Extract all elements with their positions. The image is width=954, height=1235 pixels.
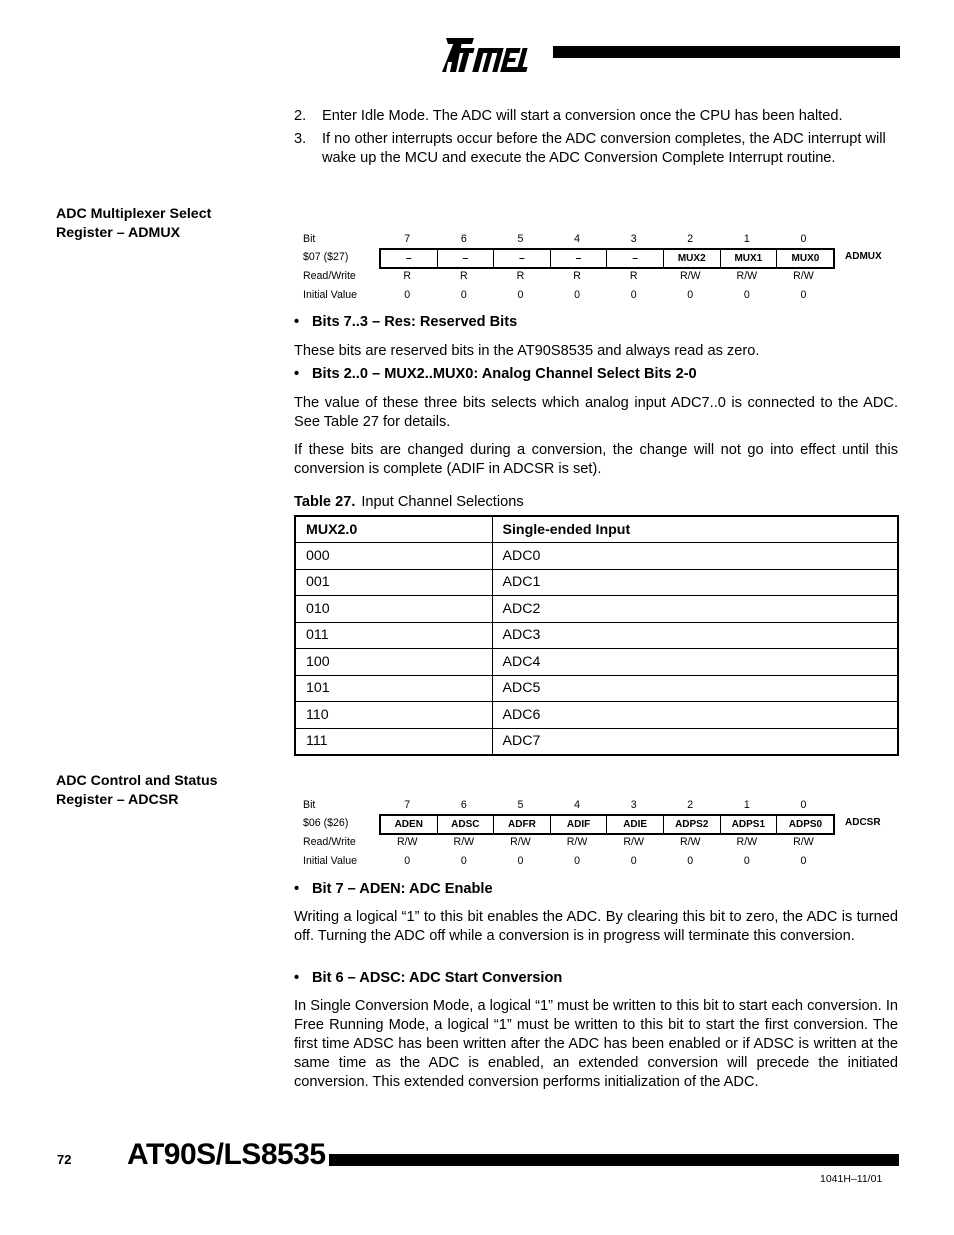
bit-number: 0 bbox=[800, 799, 807, 811]
table-row bbox=[295, 569, 898, 596]
bit-name: ADPS1 bbox=[721, 816, 778, 833]
bit-number: 5 bbox=[517, 799, 524, 811]
section-heading-adcsr bbox=[56, 772, 256, 810]
paragraph: If these bits are changed during a conversion, the change will not go into effect until this conversion is complete (ADIF in ADCSR is set). bbox=[294, 442, 898, 477]
bit-name: – bbox=[381, 250, 438, 267]
mux-value-cell: 111 bbox=[295, 728, 492, 755]
rw-access: R bbox=[460, 270, 468, 282]
table-row bbox=[295, 649, 898, 676]
initial-value: 0 bbox=[800, 289, 807, 301]
register-row bbox=[303, 796, 903, 815]
bullet-text: Bit 7 – ADEN: ADC Enable bbox=[312, 881, 493, 897]
bit-name: – bbox=[607, 250, 664, 267]
initial-value: 0 bbox=[800, 855, 807, 867]
column-header: MUX2.0 bbox=[295, 516, 492, 543]
bit-number: 7 bbox=[404, 233, 411, 245]
heading-line: Register – ADMUX bbox=[56, 225, 181, 241]
input-cell: ADC0 bbox=[492, 543, 898, 570]
numbered-list bbox=[294, 107, 898, 172]
register-row bbox=[303, 286, 903, 305]
register-row bbox=[303, 852, 903, 871]
heading-line: Register – ADCSR bbox=[56, 792, 179, 808]
mux-value-cell: 101 bbox=[295, 675, 492, 702]
bit-number: 1 bbox=[743, 233, 750, 245]
bit-name: ADPS2 bbox=[664, 816, 721, 833]
initial-value: 0 bbox=[574, 855, 580, 867]
bullet-text: Bits 7..3 – Res: Reserved Bits bbox=[312, 314, 518, 330]
rw-access: R/W bbox=[679, 270, 701, 282]
initial-value: 0 bbox=[687, 289, 694, 301]
initial-value: 0 bbox=[404, 855, 411, 867]
bit-name: ADFR bbox=[494, 816, 551, 833]
bit-number: 2 bbox=[687, 233, 694, 245]
paragraph: The value of these three bits selects which analog input ADC7..0 is connected to the ADC. See Table 27 for details. bbox=[294, 395, 898, 430]
mux-value-cell: 011 bbox=[295, 622, 492, 649]
bit-name: – bbox=[438, 250, 495, 267]
register-name: ADMUX bbox=[845, 251, 882, 262]
header-rule bbox=[553, 46, 900, 58]
bit-number: 3 bbox=[630, 233, 637, 245]
input-channel-table bbox=[294, 515, 899, 756]
bit-name: – bbox=[494, 250, 551, 267]
bit-name: – bbox=[551, 250, 608, 267]
bullet-heading: • Bits 2..0 – MUX2..MUX0: Analog Channel Select Bits 2-0 bbox=[294, 366, 697, 382]
bullet-heading: • Bit 7 – ADEN: ADC Enable bbox=[294, 881, 493, 897]
row-label: Initial Value bbox=[303, 855, 357, 867]
row-label: Bit bbox=[303, 799, 316, 811]
mux-value-cell: 001 bbox=[295, 569, 492, 596]
column-header: Single-ended Input bbox=[492, 516, 898, 543]
document-title: AT90S/LS8535 bbox=[127, 1138, 326, 1171]
bit-number: 7 bbox=[404, 799, 411, 811]
mux-value-cell: 110 bbox=[295, 702, 492, 729]
rw-access: R/W bbox=[736, 836, 758, 848]
list-text: If no other interrupts occur before the ADC conversion completes, the ADC interrupt will wake up the MCU and execute the ADC Conversion Complete Interrupt routine. bbox=[322, 131, 886, 166]
initial-value: 0 bbox=[630, 289, 637, 301]
page-number: 72 bbox=[57, 1152, 72, 1167]
initial-value: 0 bbox=[460, 289, 467, 301]
register-row bbox=[303, 833, 903, 852]
bit-number: 1 bbox=[743, 799, 750, 811]
row-label: Read/Write bbox=[303, 270, 356, 282]
rw-access: R bbox=[403, 270, 412, 282]
input-cell: ADC7 bbox=[492, 728, 898, 755]
initial-value: 0 bbox=[630, 855, 637, 867]
table-row bbox=[295, 675, 898, 702]
bit-name: ADEN bbox=[381, 816, 438, 833]
bit-name: MUX2 bbox=[664, 250, 721, 267]
bit-number: 0 bbox=[800, 233, 807, 245]
rw-access: R/W bbox=[793, 270, 814, 282]
section-heading-admux bbox=[56, 205, 256, 243]
bit-number: 6 bbox=[460, 233, 467, 245]
register-row bbox=[303, 814, 903, 833]
bullet-heading: • Bits 7..3 – Res: Reserved Bits bbox=[294, 314, 518, 330]
bit-name: ADIE bbox=[607, 816, 664, 833]
input-cell: ADC6 bbox=[492, 702, 898, 729]
bit-name: ADPS0 bbox=[788, 819, 823, 830]
list-text: Enter Idle Mode. The ADC will start a conversion once the CPU has been halted. bbox=[322, 108, 843, 124]
row-label: Bit bbox=[303, 233, 316, 245]
table-row bbox=[295, 622, 898, 649]
rw-access: R/W bbox=[510, 836, 531, 848]
initial-value: 0 bbox=[404, 289, 411, 301]
bit-number: 5 bbox=[517, 233, 524, 245]
initial-value: 0 bbox=[517, 855, 524, 867]
table-row bbox=[295, 702, 898, 729]
table-row bbox=[295, 596, 898, 623]
atmel-logo bbox=[440, 28, 540, 78]
input-cell: ADC3 bbox=[492, 622, 898, 649]
paragraph: Writing a logical “1” to this bit enables the ADC. By clearing this bit to zero, the ADC is turned off. Turning the ADC off while a conversion is in progress will terminate this conversion. bbox=[294, 909, 898, 944]
input-cell: ADC1 bbox=[492, 569, 898, 596]
rw-access: R/W bbox=[396, 836, 418, 848]
register-name: ADCSR bbox=[845, 817, 881, 828]
bit-name: MUX1 bbox=[721, 250, 778, 267]
bit-number: 4 bbox=[574, 233, 580, 245]
initial-value: 0 bbox=[460, 855, 467, 867]
mux-value-cell: 000 bbox=[295, 543, 492, 570]
register-row bbox=[303, 230, 903, 249]
rw-access: R/W bbox=[793, 836, 814, 848]
input-cell: ADC5 bbox=[492, 675, 898, 702]
bit-name: MUX0 bbox=[791, 253, 820, 264]
list-item bbox=[294, 130, 898, 168]
input-cell: ADC2 bbox=[492, 596, 898, 623]
list-item bbox=[294, 107, 898, 126]
rw-access: R/W bbox=[566, 836, 588, 848]
rw-access: R/W bbox=[679, 836, 701, 848]
table-header-row bbox=[295, 516, 898, 543]
register-row bbox=[303, 267, 903, 286]
register-row bbox=[303, 248, 903, 267]
list-number: 2. bbox=[294, 108, 307, 124]
initial-value: 0 bbox=[517, 289, 524, 301]
heading-line: ADC Multiplexer Select bbox=[56, 206, 212, 222]
footer-rule bbox=[329, 1154, 899, 1166]
initial-value: 0 bbox=[743, 855, 750, 867]
initial-value: 0 bbox=[687, 855, 694, 867]
rw-access: R/W bbox=[736, 270, 758, 282]
document-code: 1041H–11/01 bbox=[820, 1173, 883, 1185]
table-caption bbox=[294, 494, 524, 510]
rw-access: R/W bbox=[623, 836, 644, 848]
input-cell: ADC4 bbox=[492, 649, 898, 676]
rw-access: R bbox=[629, 270, 638, 282]
bullet-text: Bit 6 – ADSC: ADC Start Conversion bbox=[312, 970, 563, 986]
mux-value-cell: 010 bbox=[295, 596, 492, 623]
table-number: Table 27. bbox=[294, 494, 356, 510]
row-label: $06 ($26) bbox=[303, 817, 349, 829]
bit-name: ADIF bbox=[551, 816, 608, 833]
bit-number: 4 bbox=[574, 799, 580, 811]
heading-line: ADC Control and Status bbox=[56, 773, 218, 789]
bullet-heading: • Bit 6 – ADSC: ADC Start Conversion bbox=[294, 970, 563, 986]
row-label: Initial Value bbox=[303, 289, 357, 301]
bit-number: 3 bbox=[630, 799, 637, 811]
bullet-text: Bits 2..0 – MUX2..MUX0: Analog Channel Select Bits 2-0 bbox=[312, 366, 697, 382]
table-row bbox=[295, 728, 898, 755]
row-label: $07 ($27) bbox=[303, 251, 349, 263]
initial-value: 0 bbox=[743, 289, 750, 301]
bit-name: ADSC bbox=[438, 816, 495, 833]
rw-access: R bbox=[573, 270, 581, 282]
paragraph: These bits are reserved bits in the AT90S8535 and always read as zero. bbox=[294, 343, 760, 359]
rw-access: R bbox=[516, 270, 525, 282]
mux-value-cell: 100 bbox=[295, 649, 492, 676]
paragraph: In Single Conversion Mode, a logical “1” must be written to this bit to start each conversion. In Free Running Mode, a logical “1” must be written to this bit to start the first conversion. The first time ADSC has been written after the ADC has been enabled or if ADSC is written at the same time as the ADC is enabled, an extended conversion will precede the initiated conversion. This extended conversion performs initialization of the ADC. bbox=[294, 998, 898, 1090]
row-label: Read/Write bbox=[303, 836, 356, 848]
bit-number: 6 bbox=[460, 799, 467, 811]
bit-name-boxes bbox=[379, 248, 835, 269]
bit-number: 2 bbox=[687, 799, 694, 811]
list-number: 3. bbox=[294, 131, 307, 147]
bit-name-boxes bbox=[379, 814, 835, 835]
table-row bbox=[295, 543, 898, 570]
table-title: Input Channel Selections bbox=[361, 494, 524, 510]
initial-value: 0 bbox=[574, 289, 580, 301]
rw-access: R/W bbox=[453, 836, 475, 848]
